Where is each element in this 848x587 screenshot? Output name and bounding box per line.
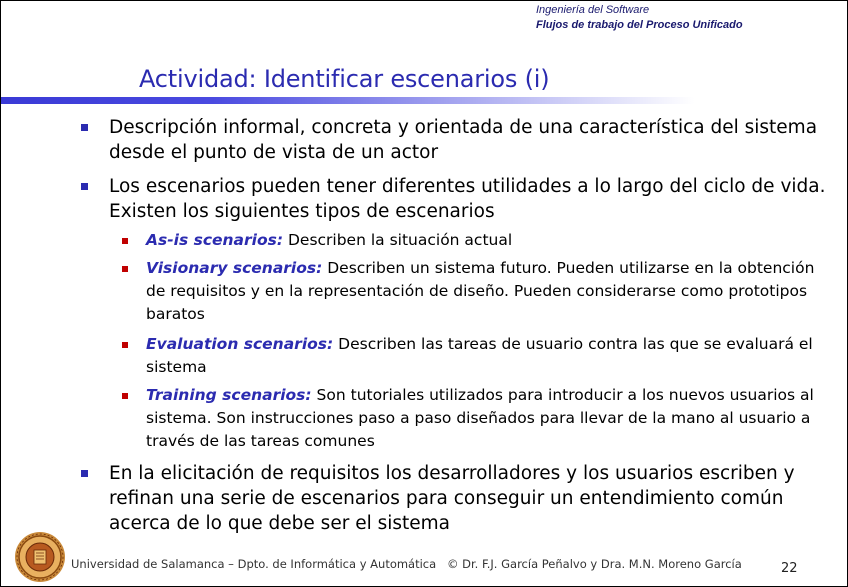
square-bullet-icon xyxy=(122,238,128,244)
sub-bullet-item xyxy=(146,257,831,326)
bullet-item xyxy=(109,115,829,165)
square-bullet-icon xyxy=(122,342,128,348)
square-bullet-icon xyxy=(81,470,88,477)
course-name: Ingeniería del Software xyxy=(536,4,650,16)
square-bullet-icon xyxy=(122,393,128,399)
square-bullet-icon xyxy=(81,183,88,190)
footer-institution: Universidad de Salamanca – Dpto. de Informática y Automática xyxy=(71,557,437,571)
bullet-item xyxy=(109,174,829,224)
scenario-term: Visionary scenarios: xyxy=(146,259,323,277)
title-underline-bar xyxy=(1,97,847,104)
sub-bullet-item xyxy=(146,333,831,379)
square-bullet-icon xyxy=(122,266,128,272)
sub-bullet-item xyxy=(146,229,831,252)
bullet-item xyxy=(109,461,829,536)
bullet-text: En la elicitación de requisitos los desarrolladores y los usuarios escriben y refinan una serie de escenarios para conseguir un entendimiento común acerca de lo que debe ser el sistema xyxy=(109,463,795,534)
sub-bullet-text: Son tutoriales utilizados para introducir a los nuevos usuarios al sistema. Son instrucciones paso a paso diseñados para llevar de la mano al usuario a través de las tareas comunes xyxy=(146,386,814,450)
section-name: Flujos de trabajo del Proceso Unificado xyxy=(536,19,743,31)
bullet-text: Descripción informal, concreta y orientada de una característica del sistema desde el punto de vista de un actor xyxy=(109,117,818,163)
scenario-term: Training scenarios: xyxy=(146,386,312,404)
slide-header xyxy=(536,3,743,33)
sub-bullet-text: Describen las tareas de usuario contra las que se evaluará el sistema xyxy=(146,335,813,376)
scenario-term: Evaluation scenarios: xyxy=(146,335,334,353)
scenario-term: As-is scenarios: xyxy=(146,231,284,249)
sub-bullet-text: Describen la situación actual xyxy=(283,231,513,249)
footer-authors: © Dr. F.J. García Peñalvo y Dra. M.N. Moreno García xyxy=(447,557,742,571)
university-seal-logo xyxy=(13,531,67,583)
bullet-text: Los escenarios pueden tener diferentes utilidades a lo largo del ciclo de vida. Existen los siguientes tipos de escenarios xyxy=(109,176,826,222)
square-bullet-icon xyxy=(81,124,88,131)
sub-bullet-item xyxy=(146,384,831,453)
sub-bullet-text: Describen un sistema futuro. Pueden utilizarse en la obtención de requisitos y en la representación de diseño. Pueden considerarse como prototipos baratos xyxy=(146,259,815,323)
slide-title: Actividad: Identificar escenarios (i) xyxy=(139,65,550,93)
page-number: 22 xyxy=(781,561,798,576)
